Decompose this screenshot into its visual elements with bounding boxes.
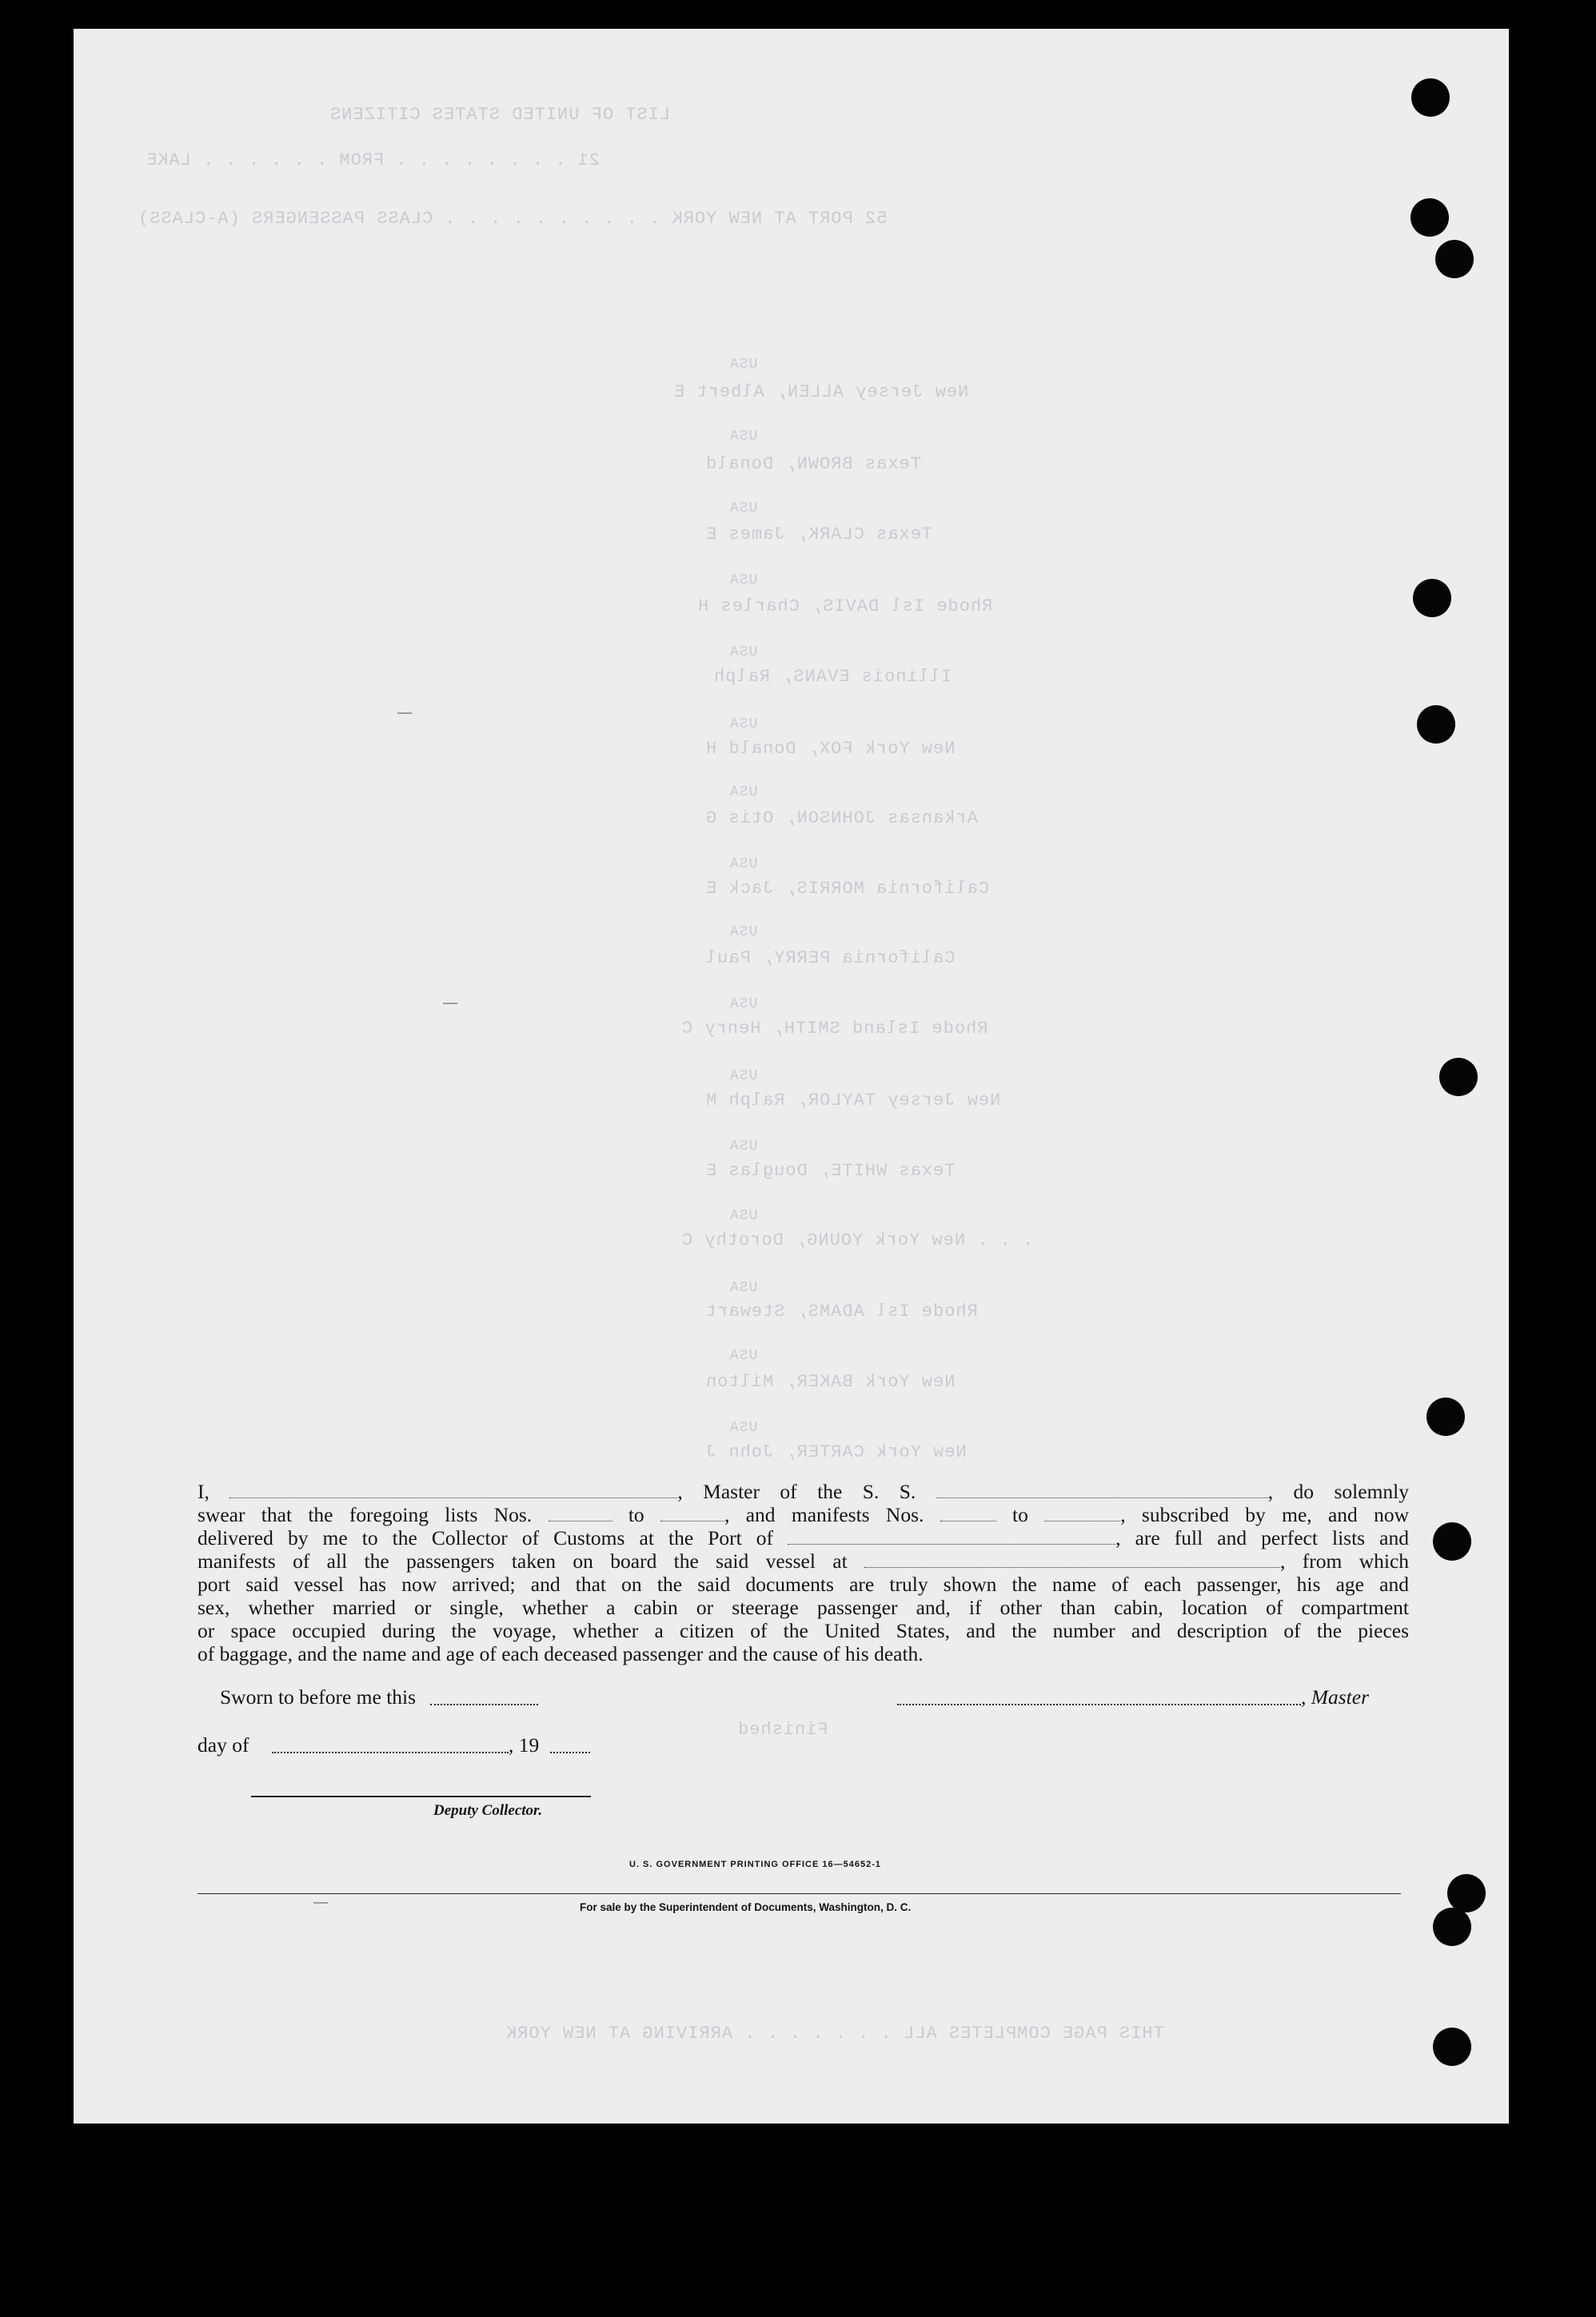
list-to-blank[interactable]	[660, 1506, 724, 1521]
deputy-collector-label: Deputy Collector.	[433, 1802, 543, 1819]
sale-note: For sale by the Superintendent of Documents, Washington, D. C.	[580, 1901, 912, 1913]
master-label: , Master	[1301, 1685, 1369, 1709]
oath-paragraph	[198, 1480, 1409, 1665]
list-from-blank[interactable]	[549, 1506, 612, 1521]
stray-mark	[313, 1902, 328, 1904]
year-label: , 19	[509, 1733, 540, 1757]
month-blank[interactable]	[272, 1752, 509, 1753]
oath-line-2	[198, 1503, 1409, 1526]
oath-text: to	[628, 1503, 644, 1526]
oath-line-1	[198, 1480, 1409, 1503]
oath-line-8: of baggage, and the name and age of each deceased passenger and the cause of his death.	[198, 1642, 924, 1665]
punch-hole	[1447, 1874, 1486, 1912]
deputy-signature-blank[interactable]	[251, 1796, 591, 1797]
oath-text: , Master of the S. S.	[677, 1480, 916, 1503]
stray-mark	[397, 712, 412, 714]
oath-text: , from which	[1280, 1549, 1410, 1573]
port-blank[interactable]	[788, 1529, 1115, 1545]
punch-hole	[1413, 579, 1451, 617]
oath-text: I,	[198, 1480, 209, 1503]
oath-text: , do solemnly	[1267, 1480, 1410, 1503]
oath-text: , are full and perfect lists and	[1115, 1526, 1409, 1549]
oath-line-6: sex, whether married or single, whether a cabin or steerage passenger and, if other than cabin, location of compartment	[198, 1596, 1409, 1619]
day-of-label: day of	[198, 1733, 249, 1757]
manifest-page: LIST OF UNITED STATES CITIZENS 21 . . . . . . . . FROM . . . . . . LAKE 52 PORT AT NEW YORK . . . . . . . . . . CLASS PASSENGERS (A-CLASS) USA New Jersey ALLEN, Albert E USA Texas BROWN, Donald USA Texas CLARK, James E USA Rhode Isl DAVIS, Charles H USA Illinois EVANS, Ralph USA New York FOX, Donald H USA Arkansas JOHNSON, Otis G USA California MORRIS, Jack E USA California PERRY, Paul USA Rhode Island SMITH, Henry C USA New Jersey TAYLOR, Ralph M USA Texas WHITE, Douglas E USA . . . New York YOUNG, Dorothy C USA Rhode Isl ADAMS, Stewart USA New York BAKER, Milton USA New York CARTER, John J Finished THIS PAGE COMPLETES ALL . . . . . . . ARRIVING AT NEW YORK I, , Master of the S. S. , do solemnly swear that the foregoing lists Nos. to , and manifests Nos. to , subscribed by me, and now delivered by me to the Collector of Customs at the Port of , are full and perfect lists and manifests of all the passengers taken on board the said vessel at , from which port said vessel has now arrived; and that on the said documents are truly shown the name of each passenger, his age and sex, whether married or single, whether a cabin or steerage passenger and, if other than cabin, location of compartment or space occupied during the voyage, whether a citizen of the United States, and the number and description of the pieces of baggage, and the name and age of each deceased passenger and the cause of his death. Sworn to before me this , Master day of , 19 Deputy Collector. U. S. GOVERNMENT PRINTING OFFICE 16—54652-1 For sale by the Superintendent of Documents, Washington, D. C.	[74, 29, 1509, 2124]
punch-hole	[1433, 2028, 1471, 2066]
punch-hole	[1439, 1058, 1478, 1096]
punch-hole	[1426, 1398, 1465, 1436]
year-blank[interactable]	[550, 1752, 590, 1753]
punch-hole	[1433, 1522, 1471, 1561]
printer-line: U. S. GOVERNMENT PRINTING OFFICE 16—54652-1	[629, 1860, 882, 1869]
oath-text: manifests of all the passengers taken on board the said vessel at	[198, 1549, 848, 1573]
manifest-to-blank[interactable]	[1044, 1506, 1120, 1521]
oath-text: to	[1012, 1503, 1028, 1526]
oath-text: delivered by me to the Collector of Customs at the Port of	[198, 1526, 774, 1549]
manifest-from-blank[interactable]	[940, 1506, 996, 1521]
sworn-label: Sworn to before me this	[220, 1685, 417, 1709]
punch-hole	[1411, 78, 1450, 117]
punch-hole	[1417, 705, 1455, 744]
footer-rule	[198, 1893, 1401, 1894]
oath-text: swear that the foregoing lists Nos.	[198, 1503, 533, 1526]
punch-hole	[1410, 198, 1449, 237]
vessel-name-blank[interactable]	[936, 1483, 1268, 1498]
stray-mark	[443, 1003, 457, 1004]
sworn-day-blank[interactable]	[430, 1704, 538, 1705]
oath-line-4	[198, 1549, 1409, 1573]
punch-hole	[1433, 1908, 1471, 1946]
punch-hole	[1435, 240, 1474, 278]
master-signature-blank[interactable]	[897, 1704, 1301, 1705]
oath-line-5: port said vessel has now arrived; and that on the said documents are truly shown the name of each passenger, his age and	[198, 1573, 1409, 1596]
oath-text: , subscribed by me, and now	[1120, 1503, 1410, 1526]
oath-line-7: or space occupied during the voyage, whether a citizen of the United States, and the number and description of the pieces	[198, 1619, 1409, 1642]
oath-text: , and manifests Nos.	[724, 1503, 924, 1526]
oath-line-3	[198, 1526, 1409, 1549]
departure-port-blank[interactable]	[864, 1553, 1280, 1568]
master-name-blank[interactable]	[229, 1483, 677, 1498]
